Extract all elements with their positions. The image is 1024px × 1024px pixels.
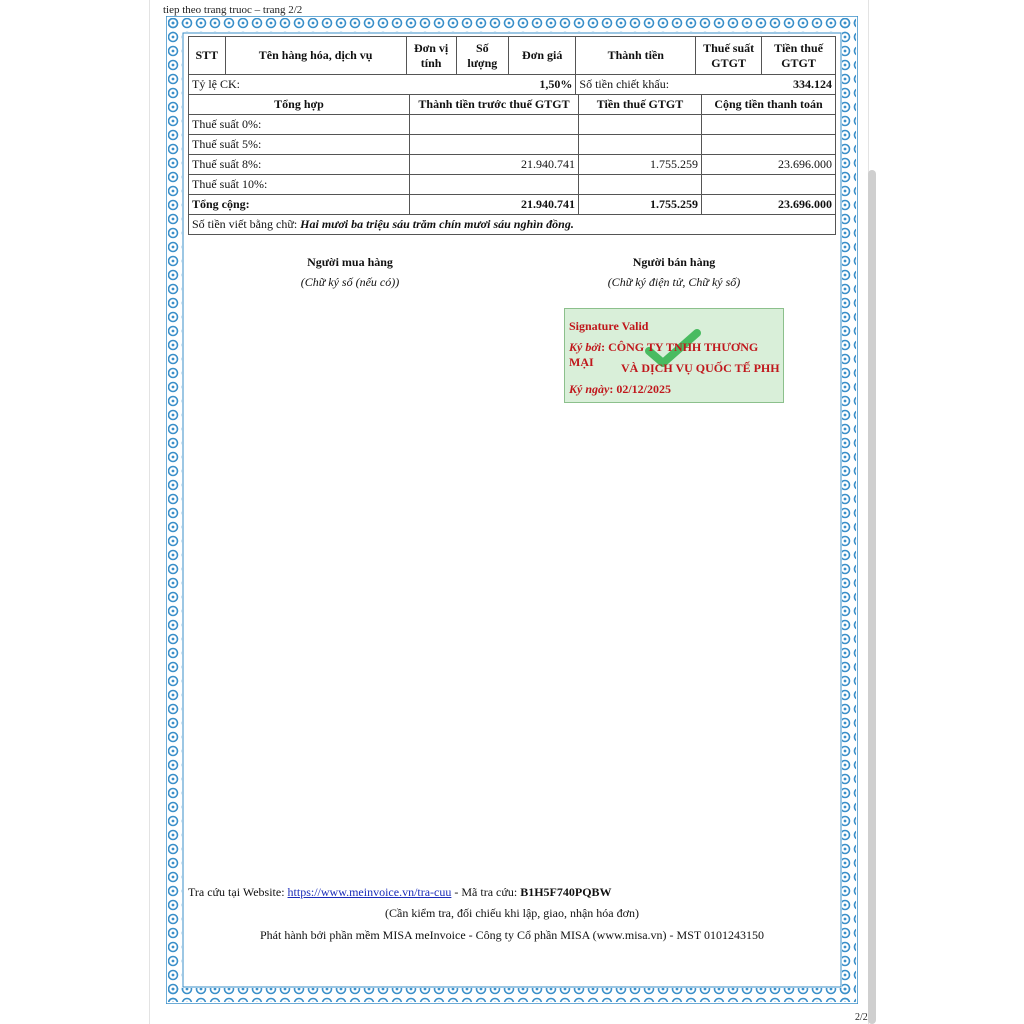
summary-header-total: Cộng tiền thanh toán: [702, 95, 836, 115]
seller-note: (Chữ ký điện tử, Chữ ký số): [607, 275, 741, 289]
summary-header-vat: Tiền thuế GTGT: [579, 95, 702, 115]
footer-note: (Cần kiểm tra, đối chiếu khi lập, giao, nhận hóa đơn): [385, 906, 639, 920]
header-note: tiep theo trang truoc – trang 2/2: [163, 4, 303, 16]
buyer-title: Người mua hàng: [307, 255, 393, 269]
total-row: Tổng cộng: 21.940.741 1.755.259 23.696.000: [189, 195, 836, 215]
table-row: Thuế suất 8%: 21.940.741 1.755.259 23.696.000: [189, 155, 836, 175]
header-price: Đơn giá: [509, 37, 576, 75]
amount-in-words-row: [189, 215, 836, 235]
discount-amount-value: 334.124: [762, 75, 836, 95]
summary-header-group: Tổng hợp: [189, 95, 410, 115]
summary-table: [188, 94, 836, 235]
header-name: Tên hàng hóa, dịch vụ: [225, 37, 406, 75]
page-number: 2/2: [855, 1012, 868, 1023]
signed-by-line1: CÔNG TY TNHH THƯƠNG MẠI: [569, 340, 759, 369]
buyer-note: (Chữ ký số (nếu có)): [300, 275, 400, 289]
items-table: [188, 36, 836, 95]
header-stt: STT: [189, 37, 226, 75]
invoice-content: [188, 36, 836, 235]
signed-by-line2: VÀ DỊCH VỤ QUỐC TẾ PHH: [621, 361, 780, 375]
amount-in-words-value: Hai mươi ba triệu sáu trăm chín mươi sáu nghìn đồng.: [300, 217, 574, 231]
lookup-link[interactable]: https://www.meinvoice.vn/tra-cuu: [287, 885, 452, 899]
signed-by-label: Ký bởi: [569, 340, 602, 354]
sign-date-value: 02/12/2025: [616, 382, 672, 396]
table-row: Thuế suất 5%:: [189, 135, 836, 155]
lookup-code: B1H5F740PQBW: [520, 885, 612, 899]
header-vat-amount: Tiền thuế GTGT: [762, 37, 836, 75]
footer-issuer: Phát hành bởi phần mềm MISA meInvoice - Công ty Cổ phần MISA (www.misa.vn) - MST 0101243150: [260, 928, 764, 942]
discount-rate-value: 1,50%: [456, 75, 576, 95]
amount-in-words-label: Số tiền viết bằng chữ:: [192, 217, 298, 231]
header-qty: Số lượng: [456, 37, 508, 75]
table-row: Thuế suất 10%:: [189, 175, 836, 195]
discount-amount-label: Số tiền chiết khấu:: [576, 75, 762, 95]
table-row: Thuế suất 0%:: [189, 115, 836, 135]
digital-signature-stamp[interactable]: Signature Valid Ký bởi: CÔNG TY TNHH THƯƠNG MẠI VÀ DỊCH VỤ QUỐC TẾ PHH Ký ngày: 02/12/2025: [564, 308, 784, 403]
summary-header-pretax: Thành tiền trước thuế GTGT: [410, 95, 579, 115]
discount-rate-label: Tỷ lệ CK:: [189, 75, 457, 95]
lookup-line: Tra cứu tại Website: https://www.meinvoice.vn/tra-cuu - Mã tra cứu: B1H5F740PQBW: [188, 885, 612, 899]
scrollbar[interactable]: [868, 170, 876, 1024]
sign-date-label: Ký ngày: [569, 382, 610, 396]
header-unit: Đơn vị tính: [406, 37, 456, 75]
header-amount: Thành tiền: [576, 37, 696, 75]
seller-title: Người bán hàng: [632, 255, 716, 269]
signature-status: Signature Valid: [569, 319, 649, 333]
header-vat-rate: Thuế suất GTGT: [696, 37, 762, 75]
